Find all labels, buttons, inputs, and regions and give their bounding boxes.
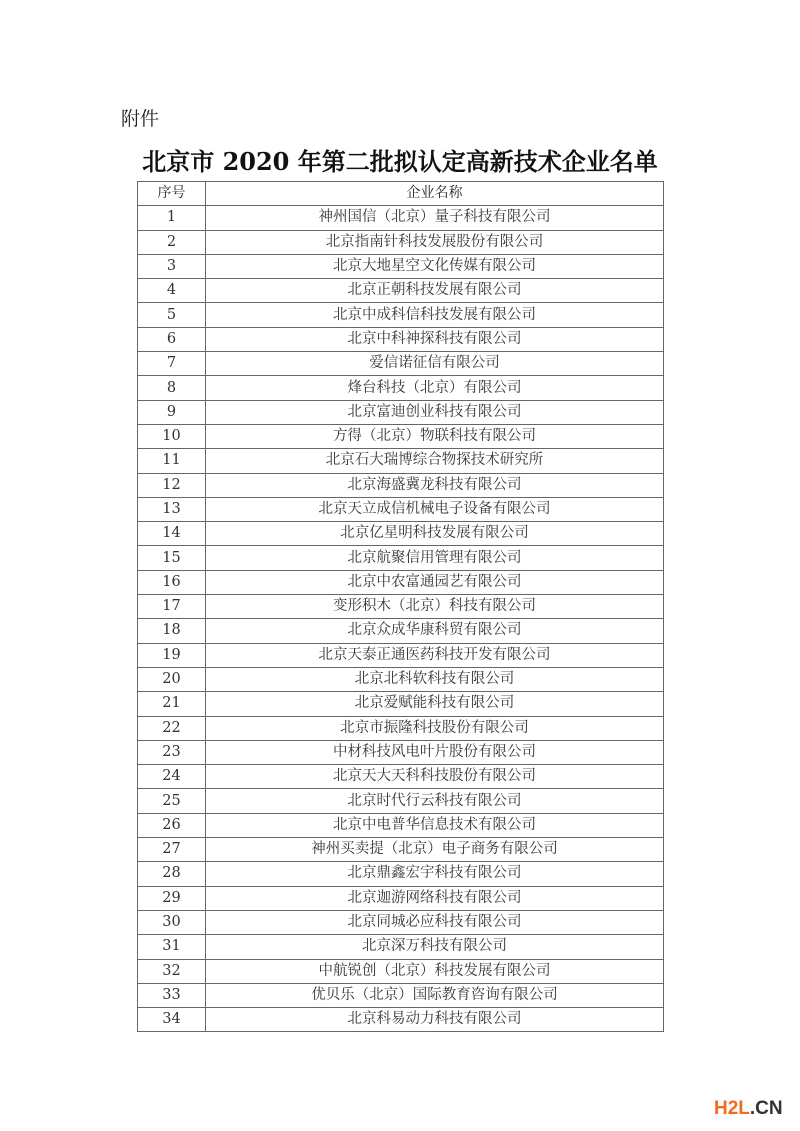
row-index: 6	[138, 327, 206, 351]
row-index: 31	[138, 935, 206, 959]
company-name: 北京北科软科技有限公司	[206, 667, 664, 691]
company-name: 北京爱赋能科技有限公司	[206, 692, 664, 716]
row-index: 1	[138, 206, 206, 230]
row-index: 30	[138, 910, 206, 934]
company-name: 神州国信（北京）量子科技有限公司	[206, 206, 664, 230]
row-index: 18	[138, 619, 206, 643]
row-index: 32	[138, 959, 206, 983]
company-name: 北京大地星空文化传媒有限公司	[206, 254, 664, 278]
table-row	[138, 862, 664, 886]
row-index: 10	[138, 424, 206, 448]
row-index: 11	[138, 449, 206, 473]
row-index: 9	[138, 400, 206, 424]
row-index: 28	[138, 862, 206, 886]
company-name: 优贝乐（北京）国际教育咨询有限公司	[206, 983, 664, 1007]
row-index: 2	[138, 230, 206, 254]
row-index: 13	[138, 497, 206, 521]
company-name: 北京天泰正通医药科技开发有限公司	[206, 643, 664, 667]
company-name: 北京航聚信用管理有限公司	[206, 546, 664, 570]
header-company-name: 企业名称	[206, 182, 664, 206]
table-body	[138, 206, 664, 1032]
row-index: 20	[138, 667, 206, 691]
company-name: 爱信诺征信有限公司	[206, 352, 664, 376]
table-row	[138, 473, 664, 497]
table-row	[138, 813, 664, 837]
table-row	[138, 789, 664, 813]
table-row	[138, 959, 664, 983]
table-row	[138, 546, 664, 570]
company-name: 中航锐创（北京）科技发展有限公司	[206, 959, 664, 983]
watermark-part2: .CN	[749, 1098, 783, 1119]
row-index: 19	[138, 643, 206, 667]
company-name: 烽台科技（北京）有限公司	[206, 376, 664, 400]
company-name: 北京天大天科科技股份有限公司	[206, 765, 664, 789]
document-title: 北京市 2020 年第二批拟认定高新技术企业名单	[142, 147, 658, 176]
row-index: 21	[138, 692, 206, 716]
company-name: 北京鼎鑫宏宇科技有限公司	[206, 862, 664, 886]
table-row	[138, 692, 664, 716]
row-index: 14	[138, 522, 206, 546]
table-row	[138, 522, 664, 546]
row-index: 16	[138, 570, 206, 594]
row-index: 23	[138, 740, 206, 764]
row-index: 24	[138, 765, 206, 789]
table-row	[138, 303, 664, 327]
watermark-logo	[714, 1098, 783, 1120]
company-name: 变形积木（北京）科技有限公司	[206, 595, 664, 619]
table-row	[138, 740, 664, 764]
row-index: 4	[138, 279, 206, 303]
company-name: 北京市振隆科技股份有限公司	[206, 716, 664, 740]
table-row	[138, 279, 664, 303]
table-row	[138, 400, 664, 424]
table-row	[138, 424, 664, 448]
company-name: 北京深万科技有限公司	[206, 935, 664, 959]
table-row	[138, 643, 664, 667]
table-row	[138, 570, 664, 594]
company-name: 北京中科神探科技有限公司	[206, 327, 664, 351]
company-name: 北京时代行云科技有限公司	[206, 789, 664, 813]
company-name: 北京正朝科技发展有限公司	[206, 279, 664, 303]
row-index: 17	[138, 595, 206, 619]
header-index: 序号	[138, 182, 206, 206]
row-index: 25	[138, 789, 206, 813]
row-index: 29	[138, 886, 206, 910]
row-index: 7	[138, 352, 206, 376]
row-index: 8	[138, 376, 206, 400]
table-row	[138, 352, 664, 376]
company-name: 北京天立成信机械电子设备有限公司	[206, 497, 664, 521]
company-name: 北京中电普华信息技术有限公司	[206, 813, 664, 837]
table-row	[138, 886, 664, 910]
company-name: 中材科技风电叶片股份有限公司	[206, 740, 664, 764]
company-name: 北京众成华康科贸有限公司	[206, 619, 664, 643]
company-name: 北京科易动力科技有限公司	[206, 1008, 664, 1032]
company-name: 北京富迪创业科技有限公司	[206, 400, 664, 424]
row-index: 27	[138, 838, 206, 862]
row-index: 15	[138, 546, 206, 570]
company-name: 北京迦游网络科技有限公司	[206, 886, 664, 910]
table-row	[138, 935, 664, 959]
row-index: 34	[138, 1008, 206, 1032]
table-row	[138, 376, 664, 400]
table-row	[138, 449, 664, 473]
table-row	[138, 327, 664, 351]
table-row	[138, 910, 664, 934]
table-row	[138, 983, 664, 1007]
attachment-label: 附件	[121, 108, 160, 130]
table-header-row	[138, 182, 664, 206]
row-index: 22	[138, 716, 206, 740]
row-index: 3	[138, 254, 206, 278]
table-row	[138, 497, 664, 521]
company-name: 北京海盛冀龙科技有限公司	[206, 473, 664, 497]
table-row	[138, 619, 664, 643]
table-row	[138, 230, 664, 254]
company-name: 北京石大瑞博综合物探技术研究所	[206, 449, 664, 473]
watermark-part1: H2L	[714, 1098, 750, 1119]
company-name: 北京中成科信科技发展有限公司	[206, 303, 664, 327]
table-row	[138, 206, 664, 230]
table-row	[138, 667, 664, 691]
table-row	[138, 765, 664, 789]
table-row	[138, 254, 664, 278]
company-name: 神州买卖提（北京）电子商务有限公司	[206, 838, 664, 862]
company-name: 北京中农富通园艺有限公司	[206, 570, 664, 594]
table-row	[138, 716, 664, 740]
company-table	[137, 181, 664, 1032]
row-index: 26	[138, 813, 206, 837]
table-row	[138, 838, 664, 862]
company-name: 北京亿星明科技发展有限公司	[206, 522, 664, 546]
table-row	[138, 1008, 664, 1032]
row-index: 33	[138, 983, 206, 1007]
company-name: 方得（北京）物联科技有限公司	[206, 424, 664, 448]
company-name: 北京指南针科技发展股份有限公司	[206, 230, 664, 254]
table-row	[138, 595, 664, 619]
row-index: 12	[138, 473, 206, 497]
company-name: 北京同城必应科技有限公司	[206, 910, 664, 934]
row-index: 5	[138, 303, 206, 327]
